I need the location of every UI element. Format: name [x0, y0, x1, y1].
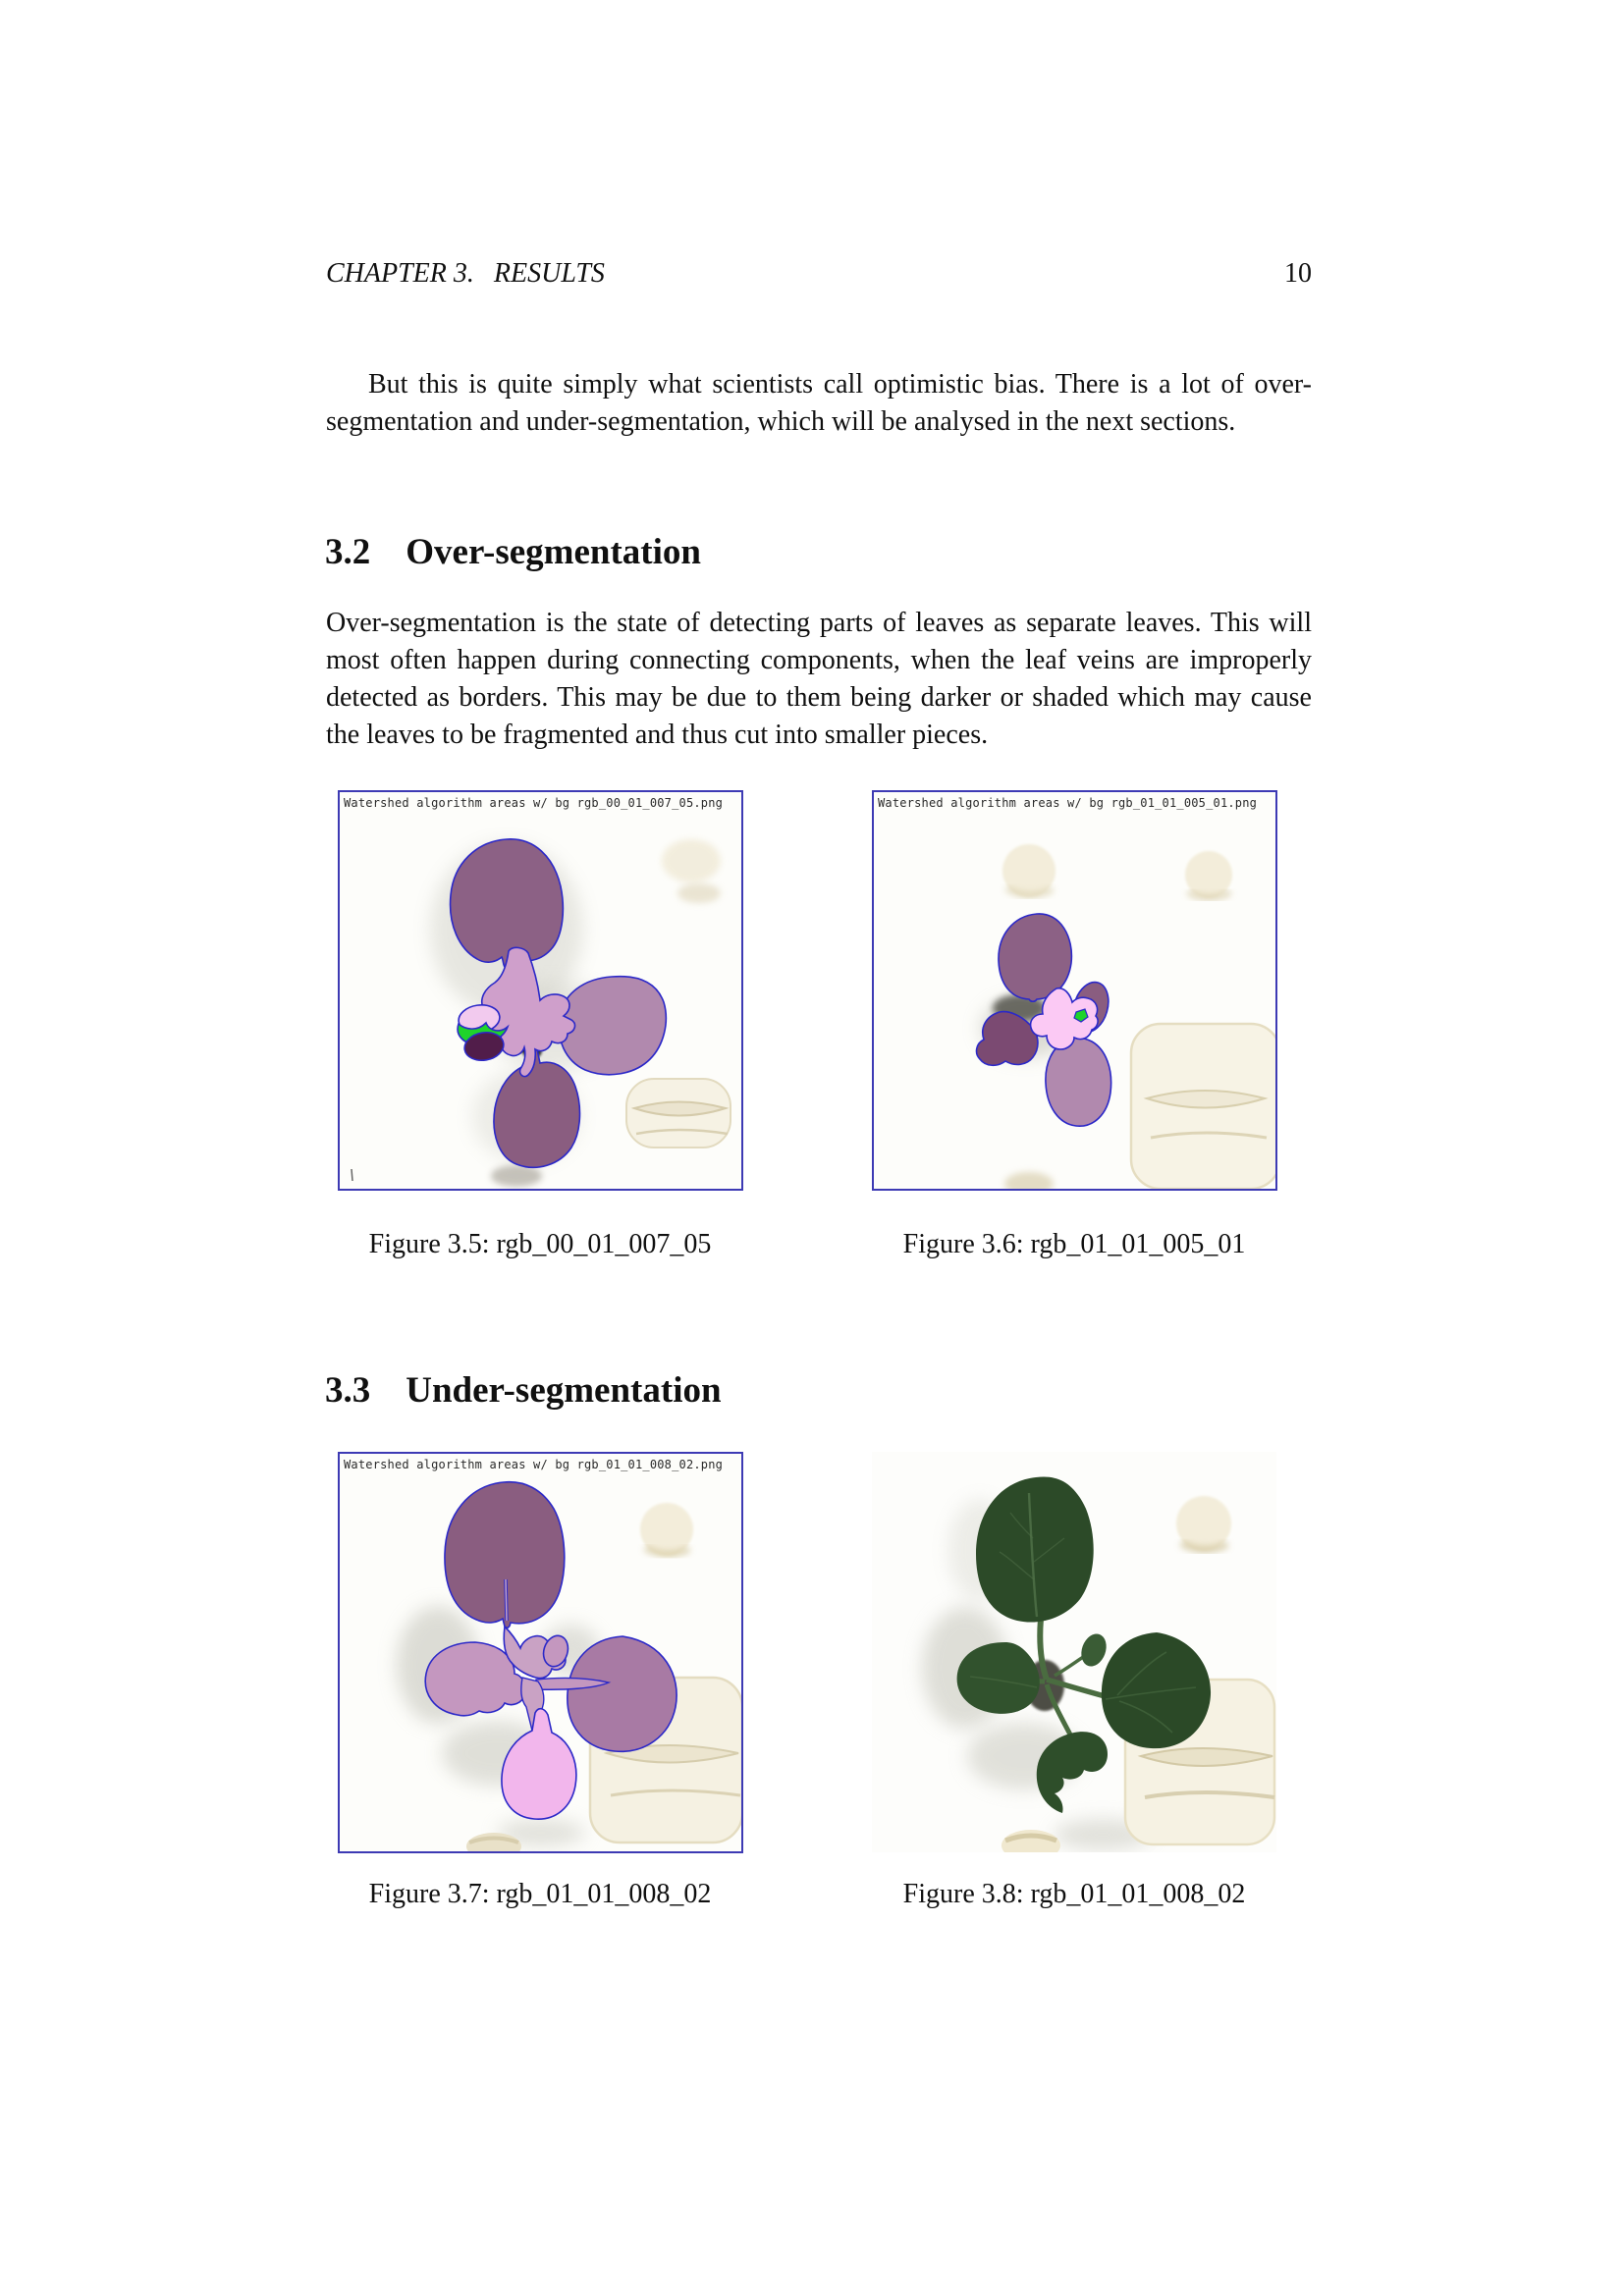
chapter-header: CHAPTER 3.: [326, 258, 474, 289]
soil-smudge: [1004, 1172, 1054, 1189]
running-header: [326, 258, 1312, 290]
figure-3-7-caption: Figure 3.7: rgb_01_01_008_02: [368, 1879, 712, 1909]
soil-smudge: [491, 1165, 542, 1187]
figure-3-6-caption: Figure 3.6: rgb_01_01_005_01: [902, 1229, 1246, 1259]
intro-paragraph: But this is quite simply what scientists call optimistic bias. There is a lot of over-segmentation and under-segmentation, which will be analysed in the next sections.: [326, 369, 1312, 437]
watershed-image-3-5: [340, 792, 741, 1189]
chapter-header-title: RESULTS: [493, 258, 605, 289]
plot-title-3-7: Watershed algorithm areas w/ bg rgb_01_01_008_02.png: [344, 1458, 724, 1471]
figure-3-5-caption: Figure 3.5: rgb_00_01_007_05: [368, 1229, 712, 1259]
soil-plug: [626, 1079, 731, 1148]
plot-title-3-5: Watershed algorithm areas w/ bg rgb_00_01_007_05.png: [344, 796, 724, 810]
page-number: 10: [1284, 258, 1312, 289]
figure-3-8-caption: Figure 3.8: rgb_01_01_008_02: [902, 1879, 1246, 1909]
petiole-highlight: [506, 1579, 507, 1621]
figure-3-5-watershed-plot: [338, 790, 743, 1191]
figure-3-8-photo: [872, 1452, 1276, 1852]
section-number: 3.2: [325, 531, 371, 572]
leaf-right: [1102, 1632, 1211, 1748]
plant-photo-3-8: [872, 1452, 1276, 1852]
leaf-right-segment: [568, 1636, 677, 1751]
leaf-top-segment: [445, 1482, 565, 1628]
watershed-image-3-7: [340, 1454, 741, 1851]
leaf-small: [1077, 1630, 1110, 1670]
section-heading-under-segmentation: [325, 1369, 1311, 1412]
figure-3-7-watershed-plot: [338, 1452, 743, 1853]
over-segmentation-paragraph: Over-segmentation is the state of detecting parts of leaves as separate leaves. This will most often happen during connecting components, when the leaf veins are improperly detected as borders. This may be due to them being darker or shaded which may cause the leaves to be fragmented and thus cut into smaller pieces.: [326, 608, 1312, 750]
section-heading-over-segmentation: [325, 531, 1311, 573]
segmented-leaves: [977, 914, 1114, 1126]
section-title: Over-segmentation: [406, 531, 701, 572]
section-title: Under-segmentation: [406, 1369, 722, 1411]
leaf-top-segment: [451, 839, 564, 969]
section-number: 3.3: [325, 1369, 371, 1411]
plot-title-3-6: Watershed algorithm areas w/ bg rgb_01_01_005_01.png: [878, 796, 1258, 810]
soil-plug: [1131, 1024, 1275, 1189]
stem-top: [1040, 1619, 1047, 1680]
tray-mark: [677, 883, 721, 903]
leaf-bottom-segment: [1046, 1038, 1111, 1126]
watershed-image-3-6: [874, 792, 1275, 1189]
figure-3-6-watershed-plot: [872, 790, 1277, 1191]
tray-mark: [662, 839, 721, 882]
